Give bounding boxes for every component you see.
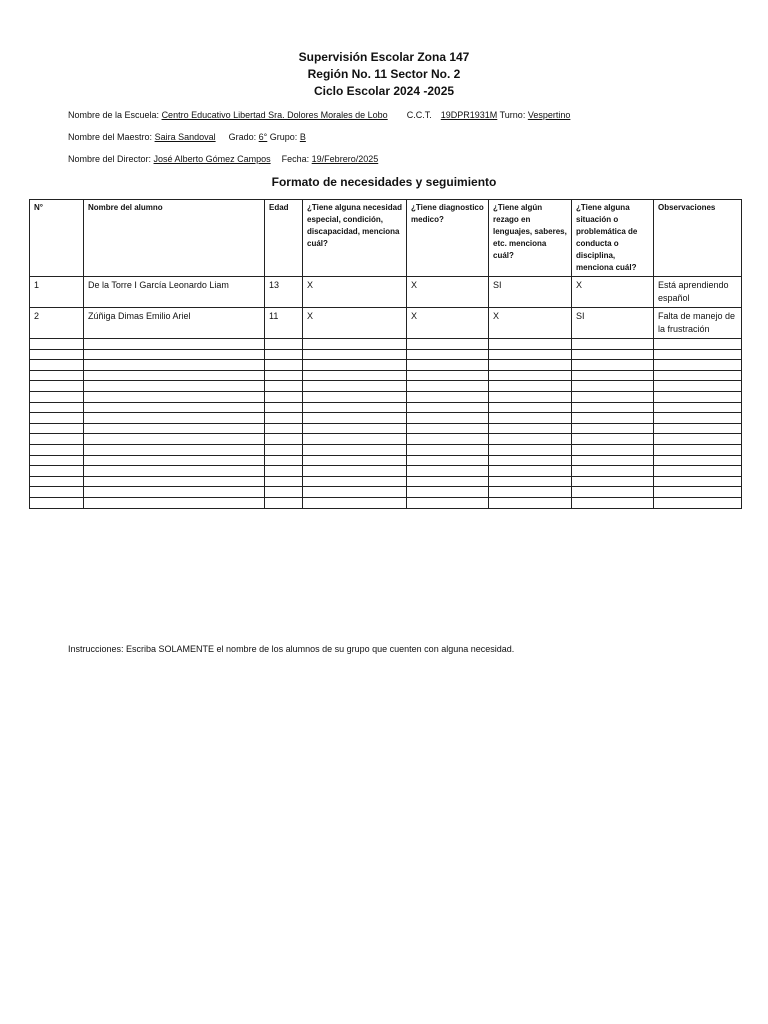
cell-age [265,434,303,445]
cell-number [30,423,84,434]
header-observations: Observaciones [654,200,742,277]
cell-number [30,497,84,508]
cell-age [265,476,303,487]
cell-number [30,444,84,455]
cell-observations [654,402,742,413]
school-info-line [68,110,570,120]
cell-learning-lag [489,360,572,371]
cell-age [265,391,303,402]
cell-behavior-issue [572,444,654,455]
cell-learning-lag [489,455,572,466]
director-label: Nombre del Director: [68,154,152,164]
cell-number [30,349,84,360]
cell-observations [654,497,742,508]
cell-student-name [84,423,265,434]
cell-age: 13 [265,277,303,308]
cell-student-name [84,444,265,455]
date-value: 19/Febrero/2025 [311,154,379,164]
table-row-empty [30,360,742,371]
cell-learning-lag [489,423,572,434]
cell-number [30,381,84,392]
table-row-empty [30,487,742,498]
cell-age [265,413,303,424]
cell-number [30,434,84,445]
cell-observations [654,444,742,455]
cell-student-name [84,391,265,402]
cell-age [265,349,303,360]
cell-learning-lag [489,381,572,392]
director-info-line [68,154,378,164]
cell-observations [654,349,742,360]
teacher-label: Nombre del Maestro: [68,132,153,142]
cell-learning-lag [489,476,572,487]
cell-observations [654,381,742,392]
instructions: Instrucciones: Escriba SOLAMENTE el nombre de los alumnos de su grupo que cuenten con alguna necesidad. [68,644,515,654]
cell-medical-diagnosis [407,497,489,508]
group-label: Grupo: [269,132,298,142]
cell-age [265,444,303,455]
cct-label: C.C.T. [406,110,432,120]
cell-learning-lag [489,444,572,455]
header-school-year: Ciclo Escolar 2024 -2025 [313,84,455,98]
cell-number: 2 [30,308,84,339]
header-special-need: ¿Tiene alguna necesidad especial, condición, discapacidad, menciona cuál? [303,200,407,277]
cell-student-name [84,370,265,381]
cell-medical-diagnosis [407,476,489,487]
cell-student-name [84,360,265,371]
cell-number [30,402,84,413]
header-medical-diagnosis: ¿Tiene diagnostico medico? [407,200,489,277]
cell-special-need [303,455,407,466]
cell-age [265,402,303,413]
cell-medical-diagnosis [407,487,489,498]
header-region: Región No. 11 Sector No. 2 [307,67,461,81]
cell-medical-diagnosis [407,402,489,413]
cell-behavior-issue [572,466,654,477]
cell-learning-lag [489,391,572,402]
cell-age [265,370,303,381]
cell-learning-lag [489,497,572,508]
cell-learning-lag [489,349,572,360]
table-row-empty [30,339,742,350]
table-row [30,308,742,339]
cell-learning-lag [489,370,572,381]
cell-student-name: De la Torre I García Leonardo Liam [84,277,265,308]
cell-student-name [84,466,265,477]
cell-behavior-issue: X [572,277,654,308]
cell-student-name [84,381,265,392]
cell-learning-lag: SI [489,277,572,308]
header-number: N° [30,200,84,277]
cell-learning-lag [489,466,572,477]
cell-special-need [303,476,407,487]
cell-learning-lag: X [489,308,572,339]
table-row-empty [30,349,742,360]
school-value: Centro Educativo Libertad Sra. Dolores Morales de Lobo [161,110,388,120]
needs-table [29,199,742,509]
header-student-name: Nombre del alumno [84,200,265,277]
cell-behavior-issue [572,434,654,445]
cell-special-need [303,381,407,392]
header-learning-lag: ¿Tiene algún rezago en lenguajes, saberes, etc. menciona cuál? [489,200,572,277]
table-row-empty [30,413,742,424]
cell-medical-diagnosis [407,381,489,392]
cell-behavior-issue [572,476,654,487]
cell-behavior-issue [572,349,654,360]
turno-value: Vespertino [527,110,571,120]
cell-special-need [303,466,407,477]
cell-number: 1 [30,277,84,308]
cell-behavior-issue [572,423,654,434]
cell-student-name [84,402,265,413]
cell-student-name [84,413,265,424]
cell-medical-diagnosis: X [407,308,489,339]
cell-medical-diagnosis [407,455,489,466]
table-row-empty [30,423,742,434]
table-row-empty [30,476,742,487]
director-value: José Alberto Gómez Campos [153,154,271,164]
teacher-value: Saira Sandoval [154,132,216,142]
cell-number [30,466,84,477]
cell-special-need: X [303,308,407,339]
cell-learning-lag [489,413,572,424]
cell-age [265,455,303,466]
cell-medical-diagnosis [407,466,489,477]
cell-behavior-issue [572,370,654,381]
cell-observations [654,466,742,477]
cell-number [30,370,84,381]
cell-age [265,466,303,477]
cell-observations [654,487,742,498]
cell-medical-diagnosis [407,339,489,350]
header-age: Edad [265,200,303,277]
cell-behavior-issue [572,402,654,413]
grade-label: Grado: [228,132,257,142]
table-header-row [30,200,742,277]
cell-special-need [303,434,407,445]
cell-number [30,455,84,466]
cell-behavior-issue [572,360,654,371]
cell-medical-diagnosis [407,391,489,402]
cell-behavior-issue [572,339,654,350]
cell-behavior-issue: SI [572,308,654,339]
table-row-empty [30,434,742,445]
cell-observations [654,339,742,350]
cell-special-need [303,370,407,381]
cell-behavior-issue [572,391,654,402]
cell-number [30,391,84,402]
header-zone: Supervisión Escolar Zona 147 [298,50,470,64]
cell-special-need: X [303,277,407,308]
document-header [0,49,768,100]
cell-observations [654,370,742,381]
cell-student-name [84,487,265,498]
cell-special-need [303,391,407,402]
cell-special-need [303,423,407,434]
cell-medical-diagnosis [407,413,489,424]
date-label: Fecha: [281,154,310,164]
table-body [30,277,742,509]
cell-special-need [303,360,407,371]
cell-observations [654,360,742,371]
grade-value: 6° [258,132,268,142]
cell-number [30,339,84,350]
table-row-empty [30,466,742,477]
cell-observations [654,413,742,424]
cell-medical-diagnosis [407,349,489,360]
school-label: Nombre de la Escuela: [68,110,160,120]
cell-student-name [84,476,265,487]
cell-medical-diagnosis [407,434,489,445]
teacher-info-line [68,132,306,142]
cell-age [265,381,303,392]
cell-observations [654,423,742,434]
table-row-empty [30,444,742,455]
cell-behavior-issue [572,381,654,392]
cell-learning-lag [489,339,572,350]
cell-age [265,339,303,350]
table-row-empty [30,370,742,381]
cell-age [265,487,303,498]
cct-value: 19DPR1931M [440,110,498,120]
cell-special-need [303,487,407,498]
table-row-empty [30,455,742,466]
cell-medical-diagnosis: X [407,277,489,308]
table-row-empty [30,497,742,508]
table-row-empty [30,381,742,392]
cell-student-name [84,455,265,466]
cell-student-name [84,339,265,350]
cell-learning-lag [489,434,572,445]
cell-learning-lag [489,487,572,498]
cell-age [265,360,303,371]
group-value: B [299,132,306,142]
cell-special-need [303,402,407,413]
cell-observations: Está aprendiendo español [654,277,742,308]
cell-observations [654,391,742,402]
cell-medical-diagnosis [407,444,489,455]
cell-behavior-issue [572,455,654,466]
cell-behavior-issue [572,487,654,498]
table-row [30,277,742,308]
cell-learning-lag [489,402,572,413]
cell-special-need [303,444,407,455]
form-title: Formato de necesidades y seguimiento [271,175,497,189]
cell-age [265,423,303,434]
cell-age: 11 [265,308,303,339]
cell-number [30,487,84,498]
cell-number [30,360,84,371]
cell-student-name [84,349,265,360]
cell-number [30,476,84,487]
cell-special-need [303,413,407,424]
cell-behavior-issue [572,497,654,508]
cell-number [30,413,84,424]
cell-observations: Falta de manejo de la frustración [654,308,742,339]
cell-student-name [84,497,265,508]
cell-student-name [84,434,265,445]
cell-observations [654,434,742,445]
table-row-empty [30,402,742,413]
table-row-empty [30,391,742,402]
header-behavior-issue: ¿Tiene alguna situación o problemática de conducta o disciplina, menciona cuál? [572,200,654,277]
turno-label: Turno: [499,110,526,120]
cell-medical-diagnosis [407,360,489,371]
cell-age [265,497,303,508]
cell-special-need [303,339,407,350]
cell-special-need [303,349,407,360]
cell-medical-diagnosis [407,423,489,434]
cell-observations [654,455,742,466]
cell-behavior-issue [572,413,654,424]
cell-medical-diagnosis [407,370,489,381]
cell-student-name: Zúñiga Dimas Emilio Ariel [84,308,265,339]
cell-observations [654,476,742,487]
cell-special-need [303,497,407,508]
